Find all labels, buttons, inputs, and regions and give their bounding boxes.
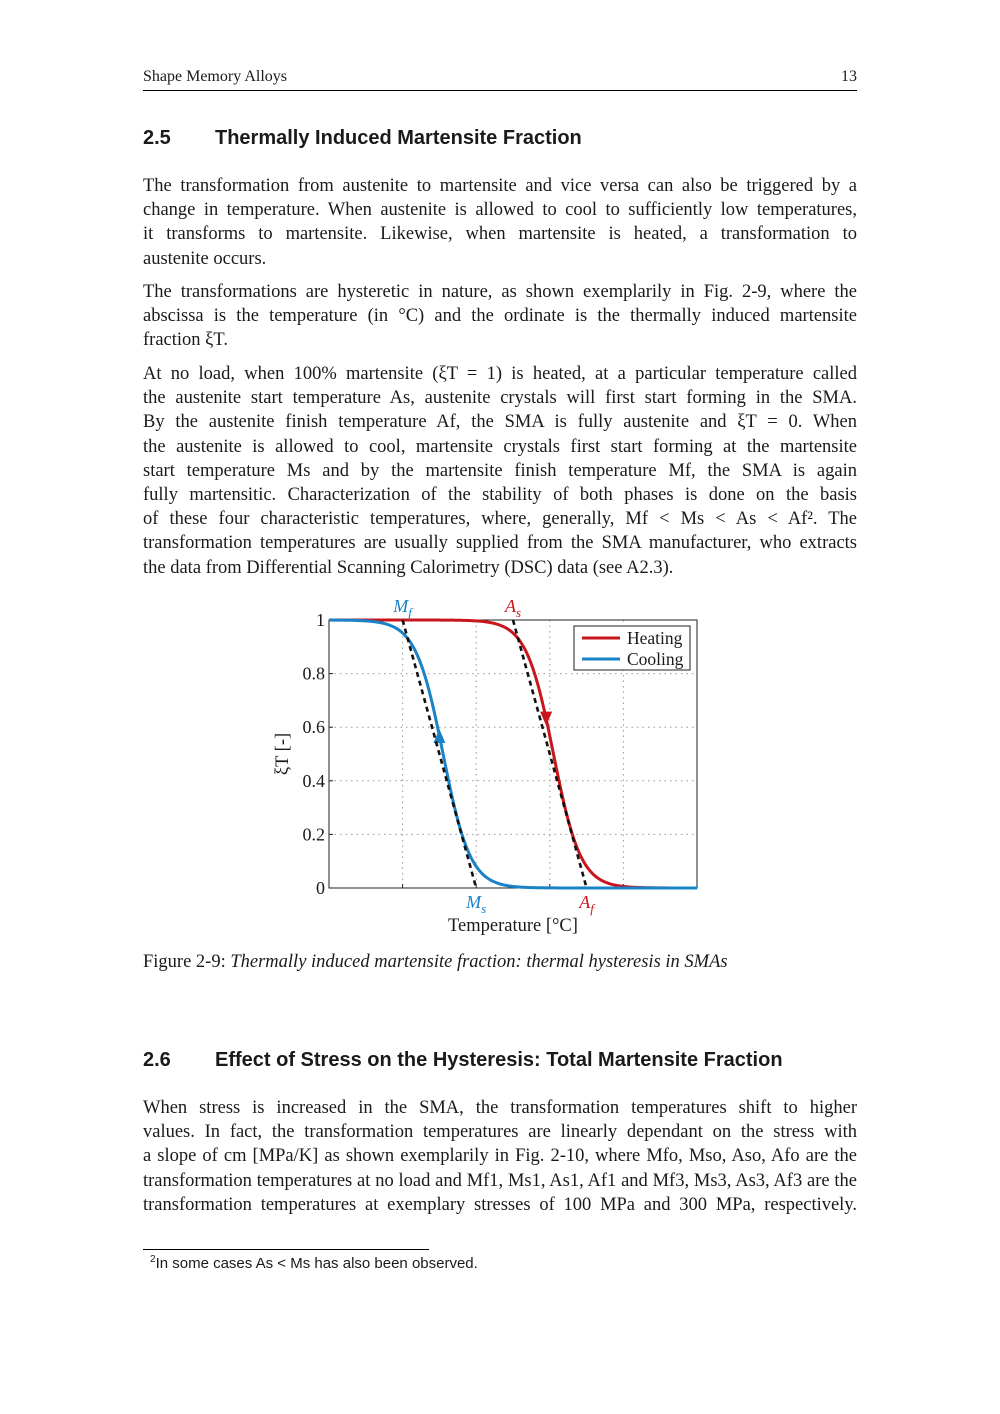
section-number: 2.6 xyxy=(143,1049,171,1071)
y-tick-label: 0.8 xyxy=(302,663,325,684)
tangent-line xyxy=(403,620,477,888)
paragraph-1 xyxy=(143,174,857,271)
y-tick-label: 0 xyxy=(316,878,325,898)
text-line: When stress is increased in the SMA, the transformation temperatures shift to higher xyxy=(143,1098,857,1118)
paragraph-4 xyxy=(143,1096,857,1217)
section-title: Effect of Stress on the Hysteresis: Total Martensite Fraction xyxy=(215,1049,783,1071)
text-line: the austenite is allowed to cool, martensite crystals first start forming at the martensite xyxy=(143,436,857,457)
text-line: the data from Differential Scanning Calorimetry (DSC) data (see A2.3). xyxy=(143,557,674,578)
text-line: of these four characteristic temperatures, where, generally, Mf < Ms < As < Af². The xyxy=(143,509,857,530)
text-line: change in temperature. When austenite is allowed to cool to sufficiently low temperatures, xyxy=(143,200,857,221)
temperature-label-as: $A_s$ xyxy=(504,596,522,620)
text-line: fraction ξT. xyxy=(143,330,228,351)
section-title: Thermally Induced Martensite Fraction xyxy=(215,127,582,149)
figure-caption-text: Thermally induced martensite fraction: thermal hysteresis in SMAs xyxy=(230,952,728,972)
x-axis-label: Temperature [°C] xyxy=(448,916,578,936)
text-line: transformation temperatures at no load and Mf1, Ms1, As1, Af1 and Mf3, Ms3, As3, Af3 are the xyxy=(143,1170,857,1191)
section-number: 2.5 xyxy=(143,127,171,149)
figure-caption xyxy=(143,952,728,973)
text-line: values. In fact, the transformation temperatures are linearly dependant on the stress with xyxy=(143,1122,857,1143)
footnote-marker: 2 xyxy=(150,1254,156,1265)
header-rule xyxy=(143,90,857,91)
temperature-label-mf: $M_f$ xyxy=(393,596,412,620)
y-tick-label: 0.4 xyxy=(302,770,325,791)
text-line: At no load, when 100% martensite (ξT = 1) is heated, at a particular temperature called xyxy=(143,364,857,384)
temperature-label-ms: $M_s$ xyxy=(466,892,487,916)
legend-label-cooling: Cooling xyxy=(627,649,684,669)
text-line: a slope of cm [MPa/K] as shown exemplarily in Fig. 2-10, where Mfo, Mso, Aso, Afo are the xyxy=(143,1146,857,1167)
text-line: austenite occurs. xyxy=(143,248,267,269)
figure-caption-label: Figure 2-9: xyxy=(143,952,226,972)
text-line: By the austenite finish temperature Af, the SMA is fully austenite and ξT = 0. When xyxy=(143,412,857,433)
section-heading-2-5 xyxy=(143,127,582,150)
y-tick-label: 0.6 xyxy=(302,717,325,738)
footnote xyxy=(150,1254,478,1272)
text-line: the austenite start temperature As, austenite crystals will first start forming in the SMA. xyxy=(143,388,857,409)
legend-label-heating: Heating xyxy=(627,628,683,648)
page-number: 13 xyxy=(841,68,857,85)
footnote-text: In some cases As < Ms has also been observed. xyxy=(155,1255,478,1272)
paragraph-3 xyxy=(143,362,857,580)
text-line: abscissa is the temperature (in °C) and the ordinate is the thermally induced martensite xyxy=(143,306,857,327)
text-line: The transformation from austenite to martensite and vice versa can also be triggered by a xyxy=(143,176,857,196)
text-line: The transformations are hysteretic in nature, as shown exemplarily in Fig. 2-9, where the xyxy=(143,282,857,302)
temperature-label-af: $A_f$ xyxy=(579,892,594,916)
y-tick-label: 0.2 xyxy=(302,824,325,845)
arrow-heating-icon xyxy=(540,712,552,726)
text-line: transformation temperatures are usually supplied from the SMA manufacturer, who extracts xyxy=(143,533,857,554)
text-line: transformation temperatures at exemplary stresses of 100 MPa and 300 MPa, respectively. xyxy=(143,1194,857,1215)
martensite-fraction-chart xyxy=(250,590,710,940)
text-line: it transforms to martensite. Likewise, when martensite is heated, a transformation to xyxy=(143,224,857,245)
footnote-rule xyxy=(143,1249,429,1250)
paragraph-2 xyxy=(143,280,857,353)
section-heading-2-6 xyxy=(143,1049,783,1072)
running-header-title: Shape Memory Alloys xyxy=(143,68,287,85)
y-tick-label: 1 xyxy=(316,610,325,630)
text-line: fully martensitic. Characterization of the stability of both phases is done on the basis xyxy=(143,485,857,506)
y-axis-label: ξT [-] xyxy=(273,732,293,776)
text-line: start temperature Ms and by the martensite finish temperature Mf, the SMA is again xyxy=(143,460,857,481)
